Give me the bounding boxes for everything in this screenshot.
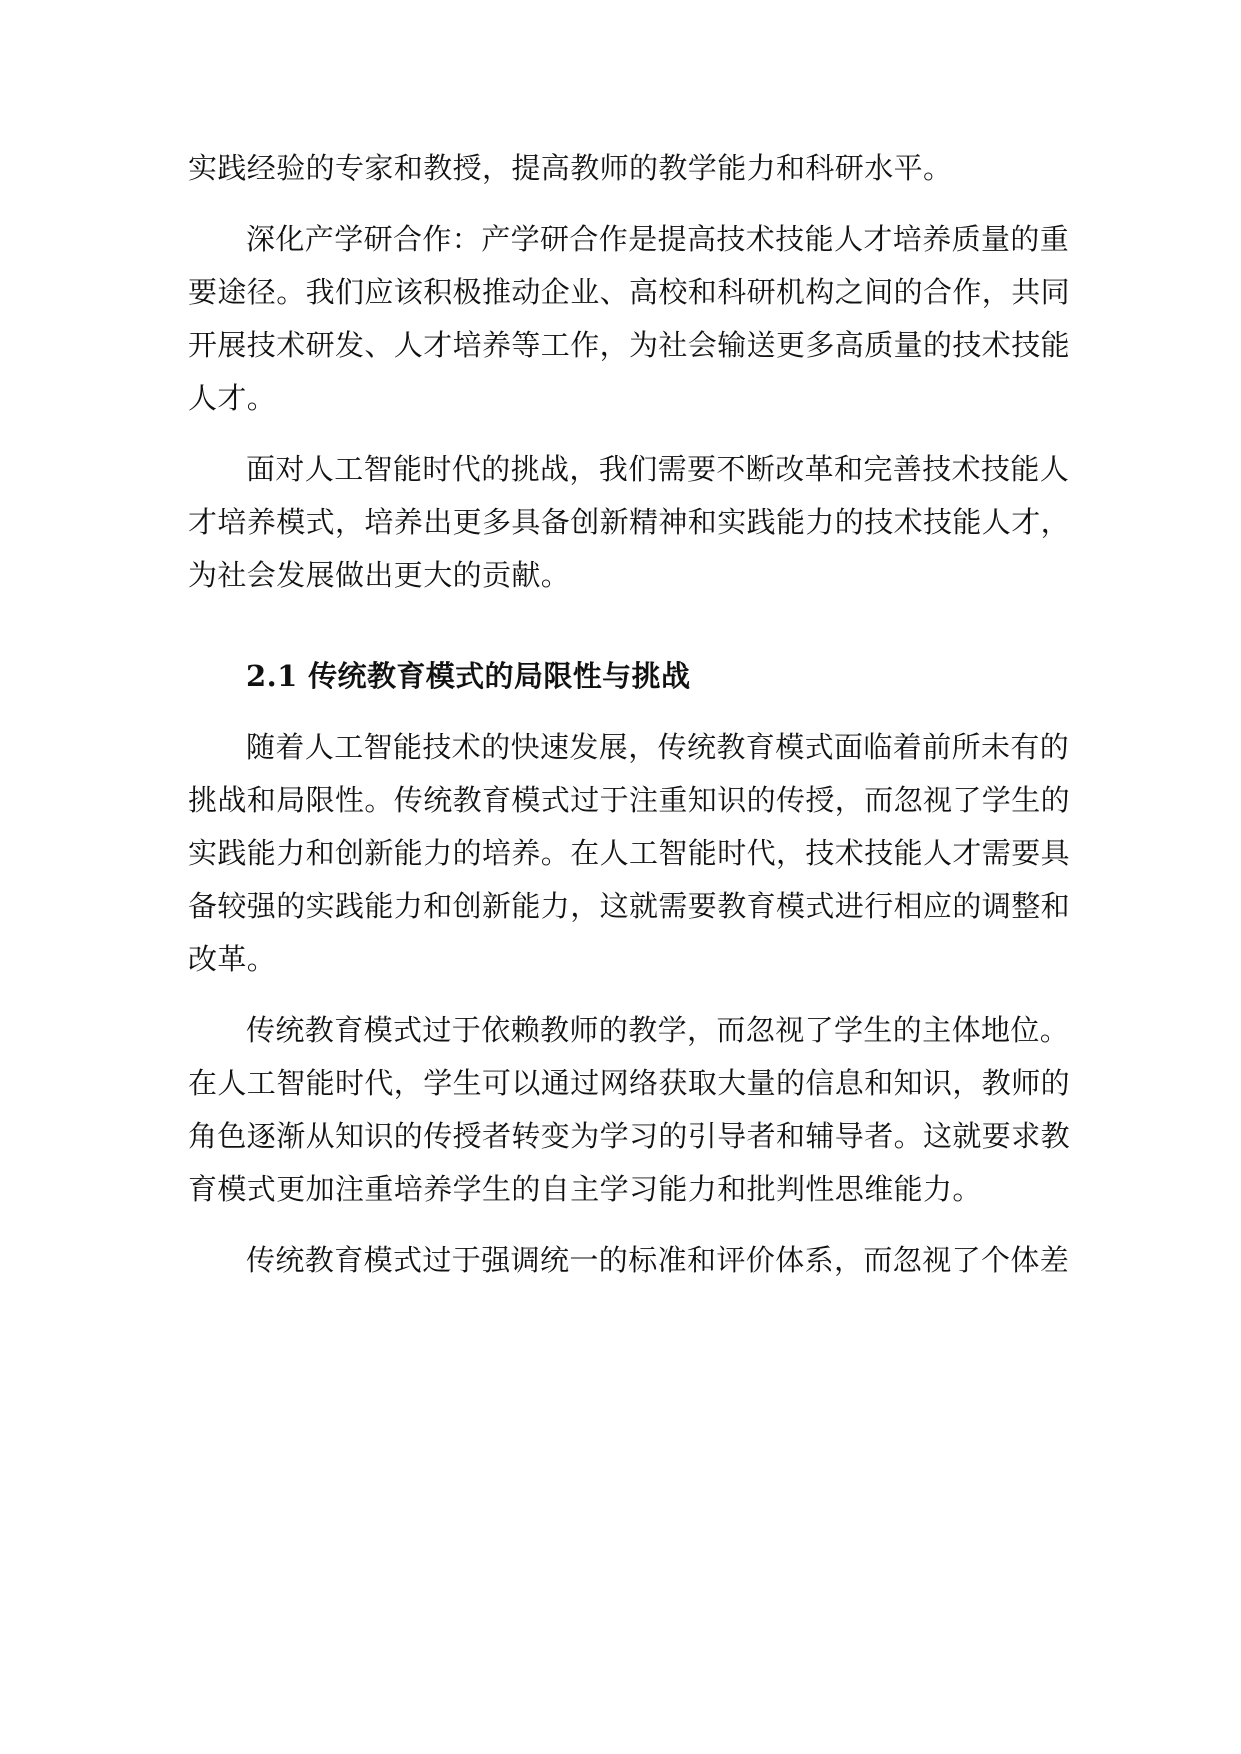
text-line: 深化产学研合作：产学研合作是提高技术技能人才培养质量的重 [246, 222, 1070, 256]
text-line: 挑战和局限性。传统教育模式过于注重知识的传授，而忽视了学生的 [188, 783, 1071, 817]
paragraph [188, 1234, 1070, 1287]
text-line: 为社会发展做出更大的贡献。 [188, 558, 571, 592]
text-line: 要途径。我们应该积极推动企业、高校和科研机构之间的合作，共同 [188, 275, 1071, 309]
text-line: 实践能力和创新能力的培养。在人工智能时代，技术技能人才需要具 [188, 836, 1071, 870]
section-heading: 2.1 传统教育模式的局限性与挑战 [246, 659, 691, 693]
text-line: 面对人工智能时代的挑战，我们需要不断改革和完善技术技能人 [246, 452, 1070, 486]
text-line: 传统教育模式过于强调统一的标准和评价体系，而忽视了个体差 [246, 1243, 1070, 1277]
text-line: 才培养模式，培养出更多具备创新精神和实践能力的技术技能人才， [188, 505, 1071, 539]
paragraph [188, 721, 1071, 986]
text-line: 改革。 [188, 942, 277, 976]
paragraph [188, 1004, 1071, 1216]
text-line: 实践经验的专家和教授，提高教师的教学能力和科研水平。 [188, 151, 953, 185]
text-line: 随着人工智能技术的快速发展，传统教育模式面临着前所未有的 [246, 730, 1070, 764]
text-line: 人才。 [188, 381, 277, 415]
text-line: 角色逐渐从知识的传授者转变为学习的引导者和辅导者。这就要求教 [188, 1119, 1071, 1153]
text-line: 在人工智能时代，学生可以通过网络获取大量的信息和知识，教师的 [188, 1066, 1071, 1100]
paragraph [188, 213, 1071, 425]
text-line: 备较强的实践能力和创新能力，这就需要教育模式进行相应的调整和 [188, 889, 1071, 923]
document-body [188, 142, 1071, 1287]
paragraph [188, 142, 1058, 195]
text-line: 育模式更加注重培养学生的自主学习能力和批判性思维能力。 [188, 1172, 982, 1206]
text-line: 开展技术研发、人才培养等工作，为社会输送更多高质量的技术技能 [188, 328, 1071, 362]
paragraph [188, 443, 1071, 602]
text-line: 传统教育模式过于依赖教师的教学，而忽视了学生的主体地位。 [246, 1013, 1070, 1047]
